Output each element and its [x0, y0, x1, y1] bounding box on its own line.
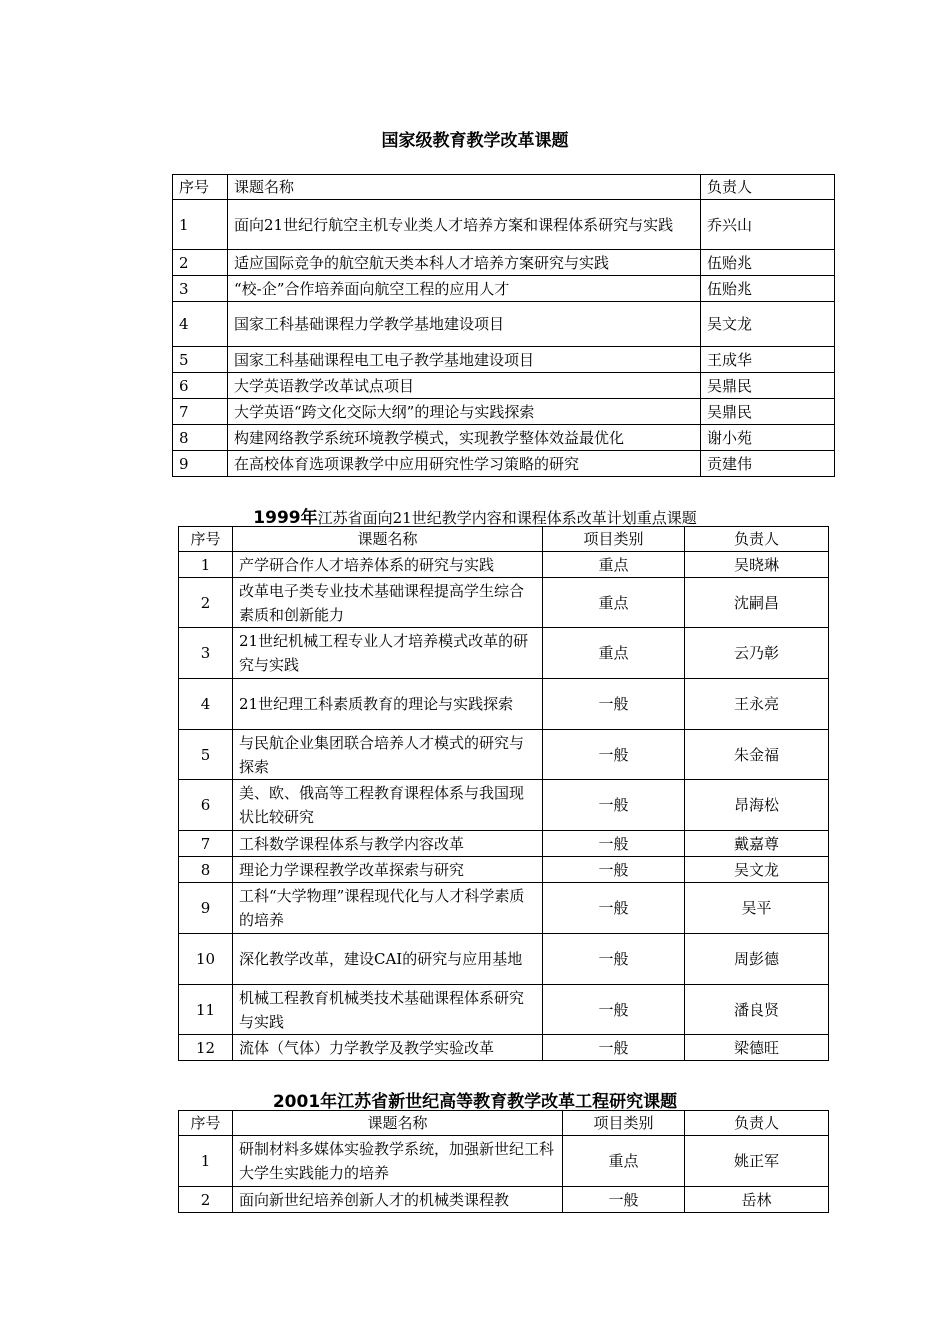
table-row [179, 730, 829, 780]
table-header-row [179, 527, 829, 552]
row-name: 国家工科基础课程力学教学基地建设项目 [228, 302, 701, 347]
row-leader: 周彭德 [685, 934, 829, 985]
row-leader: 吴文龙 [701, 302, 835, 347]
row-leader: 岳林 [685, 1187, 829, 1213]
header-name: 课题名称 [228, 175, 701, 200]
row-type: 一般 [543, 857, 685, 883]
national-projects-table [172, 174, 835, 477]
row-no: 8 [173, 425, 228, 451]
row-leader: 伍贻兆 [701, 250, 835, 276]
row-type: 重点 [543, 628, 685, 679]
table-row [179, 679, 829, 730]
table-row [179, 578, 829, 628]
table-row [179, 1187, 829, 1213]
row-leader: 戴嘉尊 [685, 831, 829, 857]
row-name: 研制材料多媒体实验教学系统，加强新世纪工科大学生实践能力的培养 [233, 1136, 563, 1187]
row-no: 12 [179, 1035, 233, 1061]
row-leader: 谢小苑 [701, 425, 835, 451]
row-type: 一般 [543, 985, 685, 1035]
row-name: “校-企”合作培养面向航空工程的应用人才 [228, 276, 701, 302]
row-no: 10 [179, 934, 233, 985]
row-name: 国家工科基础课程电工电子教学基地建设项目 [228, 347, 701, 373]
row-name: 产学研合作人才培养体系的研究与实践 [233, 552, 543, 578]
row-no: 2 [179, 578, 233, 628]
row-name: 21世纪理工科素质教育的理论与实践探索 [233, 679, 543, 730]
row-no: 5 [173, 347, 228, 373]
row-no: 1 [179, 552, 233, 578]
row-no: 1 [179, 1136, 233, 1187]
row-type: 一般 [543, 883, 685, 934]
row-no: 3 [173, 276, 228, 302]
row-name: 工科数学课程体系与教学内容改革 [233, 831, 543, 857]
row-leader: 云乃彰 [685, 628, 829, 679]
row-leader: 吴文龙 [685, 857, 829, 883]
row-no: 7 [173, 399, 228, 425]
row-leader: 吴鼎民 [701, 373, 835, 399]
row-type: 一般 [543, 831, 685, 857]
table-row [173, 425, 835, 451]
row-name: 改革电子类专业技术基础课程提高学生综合素质和创新能力 [233, 578, 543, 628]
row-leader: 吴平 [685, 883, 829, 934]
row-leader: 朱金福 [685, 730, 829, 780]
table-row [179, 857, 829, 883]
header-no: 序号 [179, 1111, 233, 1136]
jiangsu-2001-table [178, 1110, 829, 1213]
row-no: 7 [179, 831, 233, 857]
row-no: 11 [179, 985, 233, 1035]
header-type: 项目类别 [563, 1111, 685, 1136]
row-no: 9 [179, 883, 233, 934]
row-no: 2 [173, 250, 228, 276]
row-name: 美、欧、俄高等工程教育课程体系与我国现状比较研究 [233, 780, 543, 831]
table-row [173, 200, 835, 250]
row-leader: 吴晓琳 [685, 552, 829, 578]
row-name: 大学英语“跨文化交际大纲”的理论与实践探索 [228, 399, 701, 425]
table-header-row [179, 1111, 829, 1136]
header-leader: 负责人 [685, 1111, 829, 1136]
row-leader: 王永亮 [685, 679, 829, 730]
row-name: 面向21世纪行航空主机专业类人才培养方案和课程体系研究与实践 [228, 200, 701, 250]
table-header-row [173, 175, 835, 200]
row-type: 重点 [543, 578, 685, 628]
row-no: 3 [179, 628, 233, 679]
row-name: 与民航企业集团联合培养人才模式的研究与探索 [233, 730, 543, 780]
table-row [179, 628, 829, 679]
row-leader: 乔兴山 [701, 200, 835, 250]
section3-title: 2001年江苏省新世纪高等教育教学改革工程研究课题 [272, 1092, 678, 1112]
row-type: 重点 [563, 1136, 685, 1187]
row-no: 6 [179, 780, 233, 831]
header-type: 项目类别 [543, 527, 685, 552]
row-leader: 潘良贤 [685, 985, 829, 1035]
table-row [179, 780, 829, 831]
row-leader: 王成华 [701, 347, 835, 373]
row-no: 9 [173, 451, 228, 477]
table-row [179, 883, 829, 934]
row-leader: 贡建伟 [701, 451, 835, 477]
table-row [173, 302, 835, 347]
table-row [179, 1035, 829, 1061]
row-leader: 梁德旺 [685, 1035, 829, 1061]
row-type: 重点 [543, 552, 685, 578]
row-no: 5 [179, 730, 233, 780]
row-name: 机械工程教育机械类技术基础课程体系研究与实践 [233, 985, 543, 1035]
row-no: 2 [179, 1187, 233, 1213]
table-row [173, 373, 835, 399]
row-leader: 昂海松 [685, 780, 829, 831]
row-name: 理论力学课程教学改革探索与研究 [233, 857, 543, 883]
row-type: 一般 [543, 679, 685, 730]
table-row [179, 934, 829, 985]
row-name: 深化教学改革，建设CAI的研究与应用基地 [233, 934, 543, 985]
jiangsu-1999-table [178, 526, 829, 1061]
row-leader: 吴鼎民 [701, 399, 835, 425]
header-name: 课题名称 [233, 1111, 563, 1136]
header-leader: 负责人 [701, 175, 835, 200]
row-leader: 伍贻兆 [701, 276, 835, 302]
table-row [179, 985, 829, 1035]
row-leader: 沈嗣昌 [685, 578, 829, 628]
header-no: 序号 [173, 175, 228, 200]
row-no: 1 [173, 200, 228, 250]
section1-title: 国家级教育教学改革课题 [381, 131, 569, 151]
header-leader: 负责人 [685, 527, 829, 552]
table-row [179, 1136, 829, 1187]
table-row [173, 250, 835, 276]
table-row [173, 399, 835, 425]
section2-title [0, 503, 950, 528]
row-type: 一般 [543, 780, 685, 831]
table-row [179, 552, 829, 578]
header-name: 课题名称 [233, 527, 543, 552]
row-name: 工科“大学物理”课程现代化与人才科学素质的培养 [233, 883, 543, 934]
row-name: 面向新世纪培养创新人才的机械类课程教 [233, 1187, 563, 1213]
row-name: 在高校体育选项课教学中应用研究性学习策略的研究 [228, 451, 701, 477]
row-type: 一般 [563, 1187, 685, 1213]
row-name: 流体（气体）力学教学及教学实验改革 [233, 1035, 543, 1061]
row-name: 适应国际竞争的航空航天类本科人才培养方案研究与实践 [228, 250, 701, 276]
row-no: 8 [179, 857, 233, 883]
table-row [173, 347, 835, 373]
row-no: 6 [173, 373, 228, 399]
row-name: 构建网络教学系统环境教学模式，实现教学整体效益最优化 [228, 425, 701, 451]
row-leader: 姚正军 [685, 1136, 829, 1187]
table-row [173, 276, 835, 302]
row-name: 21世纪机械工程专业人才培养模式改革的研究与实践 [233, 628, 543, 679]
row-type: 一般 [543, 1035, 685, 1061]
section2-title-text: 江苏省面向21世纪教学内容和课程体系改革计划重点课题 [317, 509, 697, 527]
section2-title-year: 1999年 [253, 508, 318, 528]
row-no: 4 [173, 302, 228, 347]
row-no: 4 [179, 679, 233, 730]
header-no: 序号 [179, 527, 233, 552]
table-row [179, 831, 829, 857]
row-type: 一般 [543, 934, 685, 985]
row-name: 大学英语教学改革试点项目 [228, 373, 701, 399]
row-type: 一般 [543, 730, 685, 780]
table-row [173, 451, 835, 477]
